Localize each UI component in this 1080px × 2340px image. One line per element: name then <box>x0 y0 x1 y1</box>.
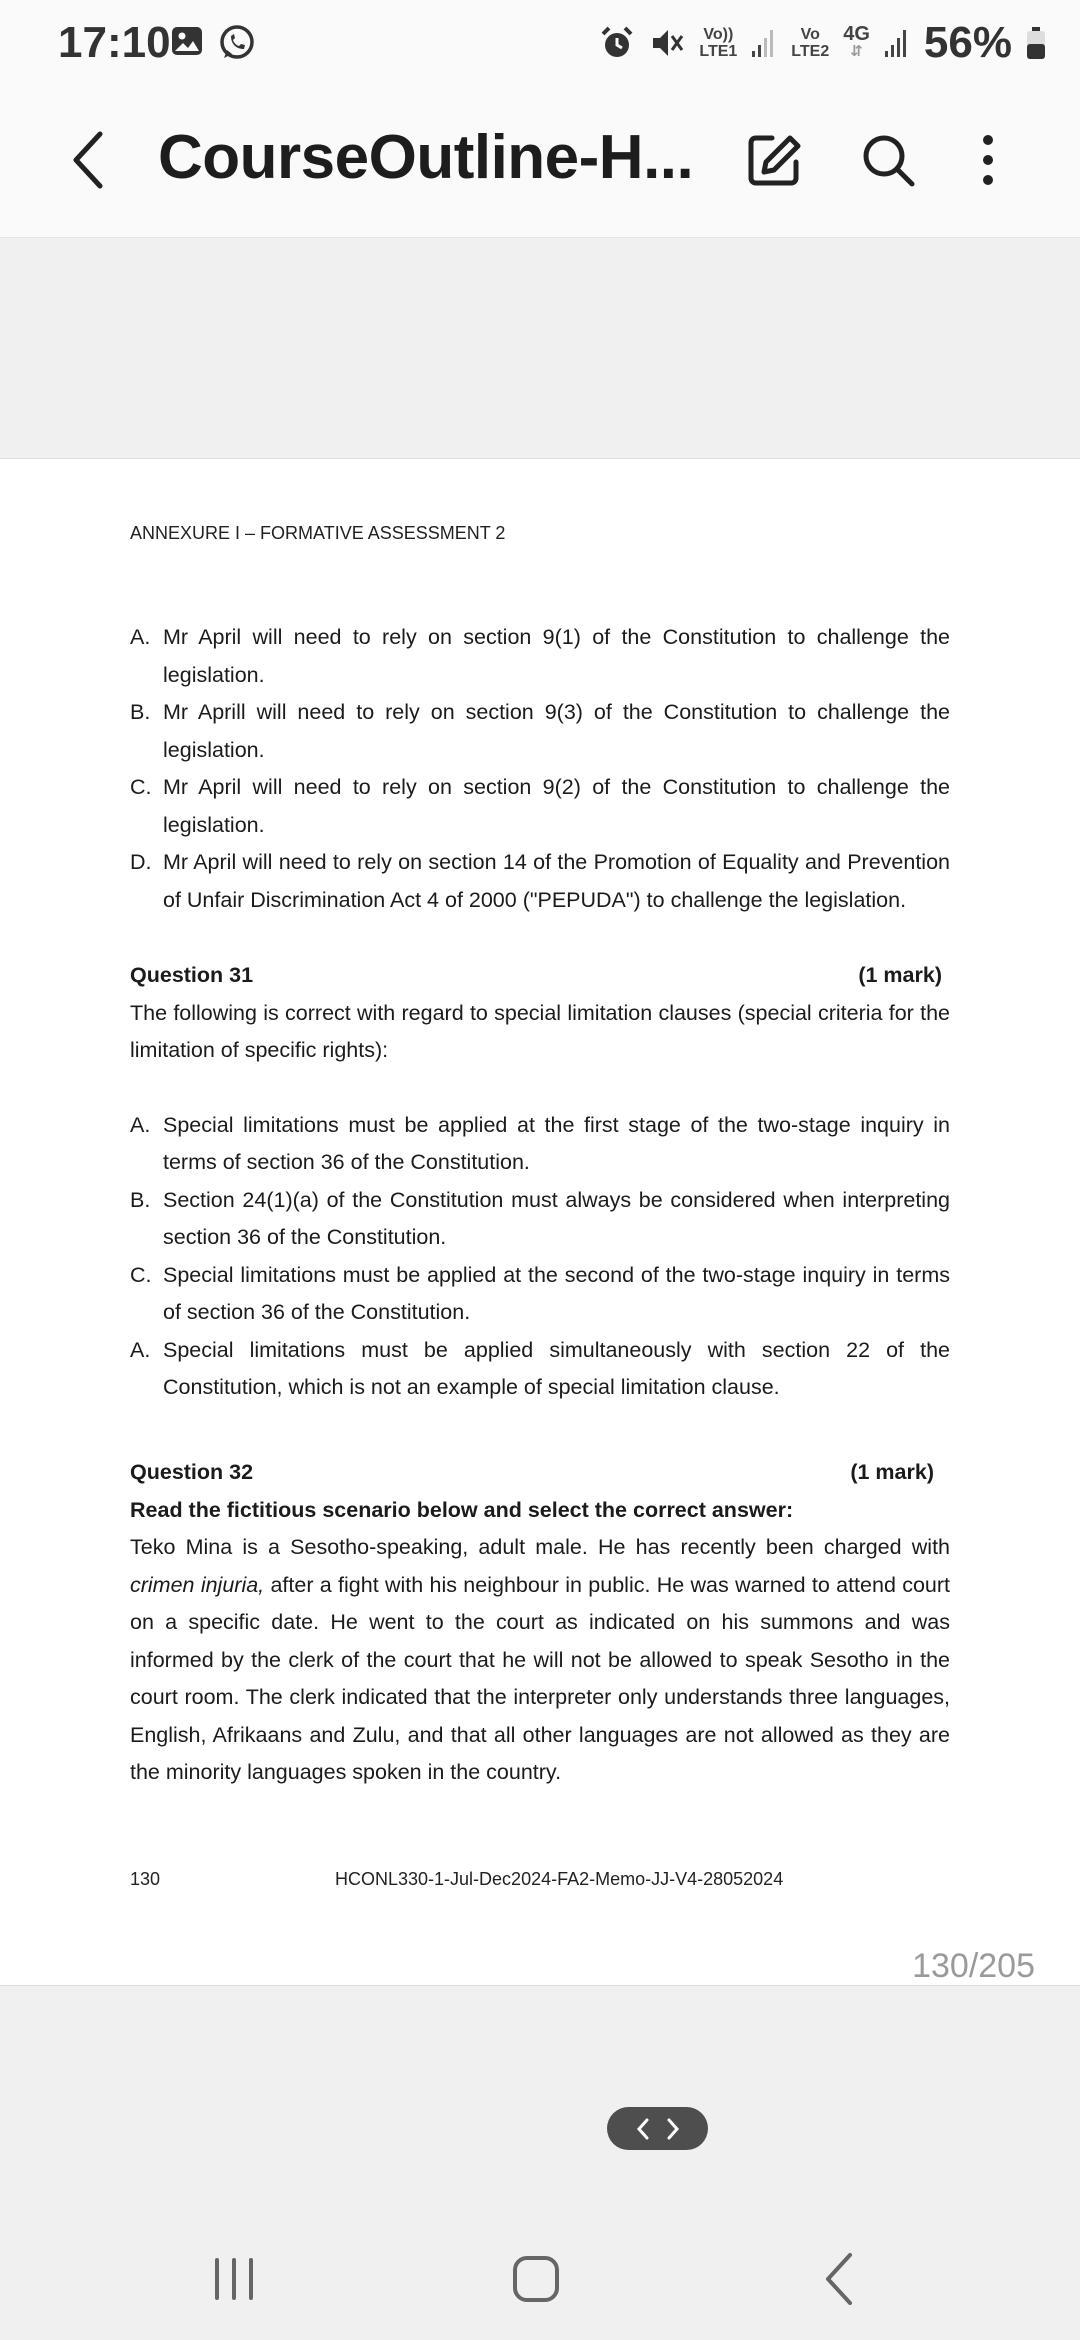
status-time: 17:10 <box>58 18 171 67</box>
question-mark: (1 mark) <box>858 963 942 987</box>
previous-question-options <box>130 619 950 919</box>
lte2-sub: LTE2 <box>791 43 830 60</box>
page-indicator: 130/205 <box>912 1947 1035 1985</box>
signal-icon-2 <box>884 27 910 59</box>
question-mark: (1 mark) <box>850 1460 934 1484</box>
chevron-right-icon <box>666 2118 680 2140</box>
back-button[interactable] <box>56 128 120 192</box>
scenario-text-start: Teko Mina is a Sesotho-speaking, adult male. He has recently been charged with <box>130 1535 950 1559</box>
page-nav-pill <box>607 2107 708 2150</box>
status-bar <box>0 0 1080 92</box>
lte1-label: Vo)) <box>703 26 734 43</box>
option-letter: B. <box>130 700 151 724</box>
data-arrows-icon: ⇵ <box>850 43 863 60</box>
more-options-button[interactable] <box>956 128 1020 192</box>
system-navigation-bar <box>0 2220 1080 2340</box>
more-vertical-icon <box>978 132 998 188</box>
option-item <box>130 1332 950 1407</box>
pdf-page[interactable] <box>0 458 1080 1986</box>
battery-percent: 56% <box>923 18 1012 67</box>
question-title: Question 32 <box>130 1460 254 1484</box>
question-scenario <box>130 1529 950 1792</box>
question-32 <box>130 1454 950 1792</box>
recent-apps-icon <box>209 2254 259 2304</box>
question-header <box>130 957 950 995</box>
question-stem: The following is correct with regard to special limitation clauses (special criteria for the limitation of specific rights): <box>130 1000 950 1062</box>
lte2-label: Vo <box>800 26 820 43</box>
home-icon <box>510 2253 562 2305</box>
option-text: Mr April will need to rely on section 9(1) of the Constitution to challenge the legislation. <box>163 625 950 687</box>
option-letter: A. <box>130 625 151 649</box>
app-bar <box>0 92 1080 238</box>
status-notification-icons <box>170 24 256 62</box>
option-text: Special limitations must be applied at the first stage of the two-stage inquiry in terms of section 36 of the Constitution. <box>163 1112 950 1174</box>
lte1-indicator <box>699 26 737 60</box>
option-item <box>130 1182 950 1257</box>
question-title: Question 31 <box>130 963 254 987</box>
option-text: Mr Aprill will need to rely on section 9(3) of the Constitution to challenge the legislation. <box>163 700 950 762</box>
page-header: ANNEXURE I – FORMATIVE ASSESSMENT 2 <box>130 523 506 543</box>
question-31 <box>130 957 950 1407</box>
recent-apps-button[interactable] <box>194 2244 274 2314</box>
page-footer-number: 130 <box>130 1869 161 1889</box>
search-icon <box>860 132 916 188</box>
alarm-icon <box>599 25 635 61</box>
back-arrow-icon <box>68 128 108 192</box>
option-item <box>130 694 950 769</box>
battery-icon <box>1026 26 1046 60</box>
option-letter: C. <box>130 775 152 799</box>
option-text: Special limitations must be applied at the second of the two-stage inquiry in terms of section 36 of the Constitution. <box>163 1262 950 1324</box>
option-item <box>130 619 950 694</box>
gallery-icon <box>170 24 204 58</box>
option-letter: D. <box>130 850 152 874</box>
option-text: Special limitations must be applied simultaneously with section 22 of the Constitution, which is not an example of special limitation clause. <box>163 1337 950 1399</box>
search-button[interactable] <box>856 128 920 192</box>
edit-icon <box>746 132 802 188</box>
edit-button[interactable] <box>742 128 806 192</box>
scenario-italic-term: crimen injuria, <box>130 1572 265 1597</box>
home-button[interactable] <box>496 2244 576 2314</box>
previous-page-button[interactable] <box>636 2118 650 2140</box>
signal-icon <box>751 27 777 59</box>
document-title: CourseOutline-H... <box>158 123 694 192</box>
lte1-sub: LTE1 <box>699 43 738 60</box>
question-instruction: Read the fictitious scenario below and select the correct answer: <box>130 1497 794 1522</box>
network-indicator <box>843 23 870 60</box>
lte2-indicator <box>791 26 829 60</box>
system-back-button[interactable] <box>800 2244 880 2314</box>
option-item <box>130 1257 950 1332</box>
status-right-icons <box>599 18 1046 68</box>
option-letter: C. <box>130 1262 152 1287</box>
network-label: 4G <box>843 23 870 45</box>
option-letter: A. <box>130 1337 151 1362</box>
option-text: Section 24(1)(a) of the Constitution must always be considered when interpreting section 36 of the Constitution. <box>163 1187 950 1249</box>
scenario-text-rest: after a fight with his neighbour in public. He was warned to attend court on a specific date. He went to the court as indicated on his summons and was informed by the clerk of the court that he will not be allowed to speak Sesotho in the court room. The clerk indicated that the interpreter only understands three languages, English, Afrikaans and Zulu, and that all other languages are not allowed as they are the minority languages spoken in the country. <box>130 1572 950 1784</box>
page-footer-code: HCONL330-1-Jul-Dec2024-FA2-Memo-JJ-V4-28052024 <box>335 1869 784 1889</box>
option-text: Mr April will need to rely on section 14 of the Promotion of Equality and Prevention of Unfair Discrimination Act 4 of 2000 ("PEPUDA") to challenge the legislation. <box>163 850 950 912</box>
whatsapp-icon <box>218 24 256 62</box>
option-text: Mr April will need to rely on section 9(2) of the Constitution to challenge the legislation. <box>163 775 950 837</box>
option-item <box>130 844 950 919</box>
system-back-icon <box>820 2251 860 2307</box>
option-item <box>130 769 950 844</box>
chevron-left-icon <box>636 2118 650 2140</box>
option-letter: B. <box>130 1187 151 1212</box>
mute-icon <box>649 25 685 61</box>
option-item <box>130 1107 950 1182</box>
question-header <box>130 1454 950 1492</box>
option-letter: A. <box>130 1112 151 1137</box>
next-page-button[interactable] <box>666 2118 680 2140</box>
